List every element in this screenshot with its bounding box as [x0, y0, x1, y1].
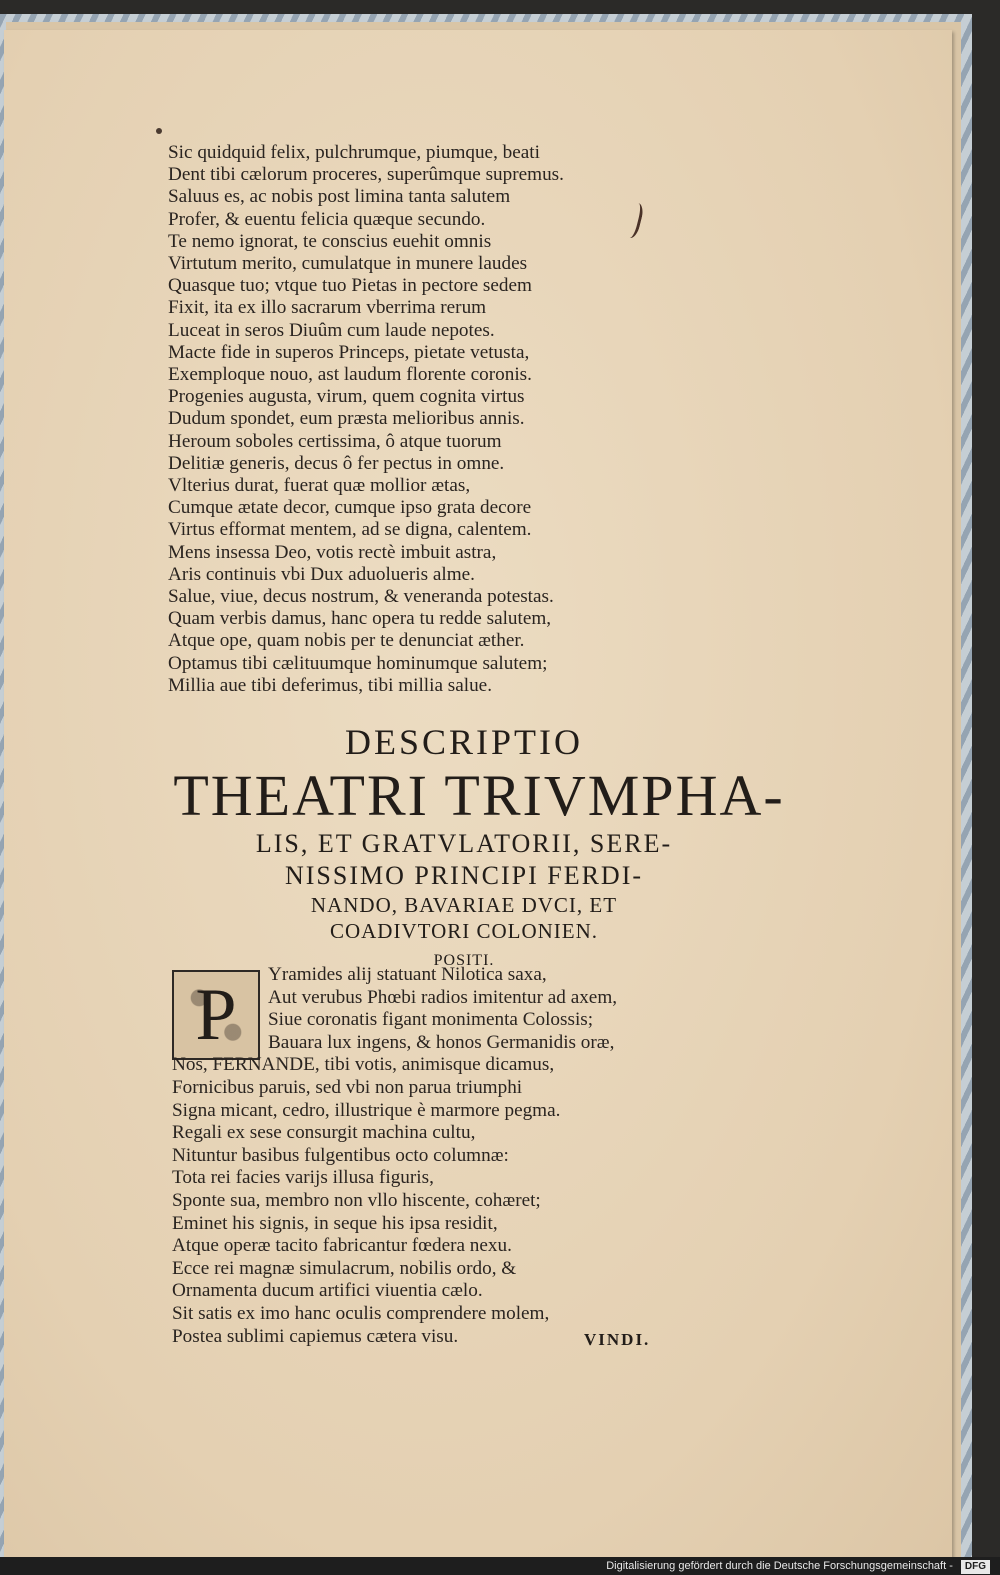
decorated-initial: P [172, 970, 260, 1060]
section-title [64, 720, 864, 972]
verse-line: Dudum spondet, eum præsta melioribus annis. [168, 408, 525, 430]
verse-line: Regali ex sese consurgit machina cultu, [172, 1122, 476, 1144]
verse-line: Sic quidquid felix, pulchrumque, piumque, beati [168, 142, 540, 163]
verse-line: Tota rei facies varijs illusa figuris, [172, 1167, 434, 1189]
verse-line: Cumque ætate decor, cumque ipso grata decore [168, 497, 532, 519]
verse-line: Bauara lux ingens, & honos Germanidis oræ, [268, 1031, 615, 1053]
verse-line: Saluus es, ac nobis post limina tanta salutem [168, 186, 511, 208]
verse-line: Profer, & euentu felicia quæque secundo. [168, 208, 486, 230]
title-line-6: COADIVTORI COLONIEN. [329, 919, 599, 943]
verse-line: Nos, FERNANDE, tibi votis, animisque dicamus, [172, 1054, 555, 1076]
verse-line: Ecce rei magnæ simulacrum, nobilis ordo, & [172, 1257, 517, 1279]
verse-line: Eminet his signis, in seque his ipsa residit, [172, 1212, 498, 1234]
title-line-3: LIS, ET GRATVLATORII, SERE- [255, 829, 673, 858]
footer-credit: Digitalisierung gefördert durch die Deutsche Forschungsgemeinschaft - [606, 1560, 953, 1572]
verse-line: Atque ope, quam nobis per te denunciat æther. [168, 630, 525, 652]
scanned-page [4, 30, 952, 1558]
verse-line: Salue, viue, decus nostrum, & veneranda potestas. [168, 586, 554, 608]
verse-line: Luceat in seros Diuûm cum laude nepotes. [168, 319, 495, 341]
verse-line: Exemploque nouo, ast laudum florente coronis. [168, 364, 532, 386]
catchword: VINDI. [584, 1330, 651, 1349]
verse-line: Quam verbis damus, hanc opera tu redde salutem, [168, 608, 552, 630]
verse-line: Fixit, ita ex illo sacrarum vberrima rerum [168, 297, 487, 319]
verse-line: Virtutum merito, cumulatque in munere laudes [168, 253, 528, 275]
verse-line: Millia aue tibi deferimus, tibi millia salue. [168, 674, 492, 696]
title-line-4: NISSIMO PRINCIPI FERDI- [284, 861, 644, 890]
verse-line: Heroum soboles certissima, ô atque tuorum [168, 430, 502, 452]
verse-bottom [172, 964, 652, 1348]
verse-line: Siue coronatis figant monimenta Colossis; [268, 1009, 594, 1031]
verse-line: Te nemo ignorat, te conscius euehit omnis [168, 230, 492, 252]
verse-line: Sponte sua, membro non vllo hiscente, cohæret; [172, 1189, 541, 1211]
verse-line: Nituntur basibus fulgentibus octo columnæ: [172, 1144, 509, 1166]
verse-line: Delitiæ generis, decus ô fer pectus in omne. [168, 452, 505, 474]
verse-line: Signa micant, cedro, illustrique è marmore pegma. [172, 1099, 561, 1121]
verse-line: Aut verubus Phœbi radios imitentur ad axem, [268, 986, 618, 1008]
verse-line: Progenies augusta, virum, quem cognita virtus [168, 386, 525, 408]
footer-credit-bar [0, 1557, 1000, 1575]
verse-line: Aris continuis vbi Dux aduolueris alme. [168, 563, 475, 585]
verse-line: Macte fide in superos Princeps, pietate vetusta, [168, 341, 530, 363]
verse-line: Sit satis ex imo hanc oculis comprendere molem, [172, 1302, 550, 1324]
ink-dot [156, 128, 162, 134]
title-line-1: DESCRIPTIO [344, 722, 584, 762]
verse-line: Quasque tuo; vtque tuo Pietas in pectore sedem [168, 275, 532, 297]
verse-line: Dent tibi cælorum proceres, superûmque supremus. [168, 164, 564, 186]
verse-line: Virtus efformat mentem, ad se digna, calentem. [168, 519, 532, 541]
verse-top [168, 142, 648, 697]
verse-line: Vlterius durat, fuerat quæ mollior ætas, [168, 475, 471, 497]
verse-line: Yramides alij statuant Nilotica saxa, [268, 964, 547, 985]
title-line-7: POSITI. [433, 952, 495, 969]
verse-line: Optamus tibi cælituumque hominumque salutem; [168, 652, 548, 674]
verse-line: Postea sublimi capiemus cætera visu. [172, 1325, 459, 1347]
title-line-5: NANDO, BAVARIAE DVCI, ET [310, 893, 618, 917]
verse-line: Ornamenta ducum artifici viuentia cælo. [172, 1280, 483, 1302]
verse-line: Atque operæ tacito fabricantur fœdera nexu. [172, 1235, 512, 1257]
dfg-logo: DFG [961, 1560, 990, 1574]
verse-line: Fornicibus paruis, sed vbi non parua triumphi [172, 1076, 523, 1098]
title-line-2: THEATRI TRIVMPHA- [173, 763, 785, 828]
verse-line: Mens insessa Deo, votis rectè imbuit astra, [168, 541, 497, 563]
